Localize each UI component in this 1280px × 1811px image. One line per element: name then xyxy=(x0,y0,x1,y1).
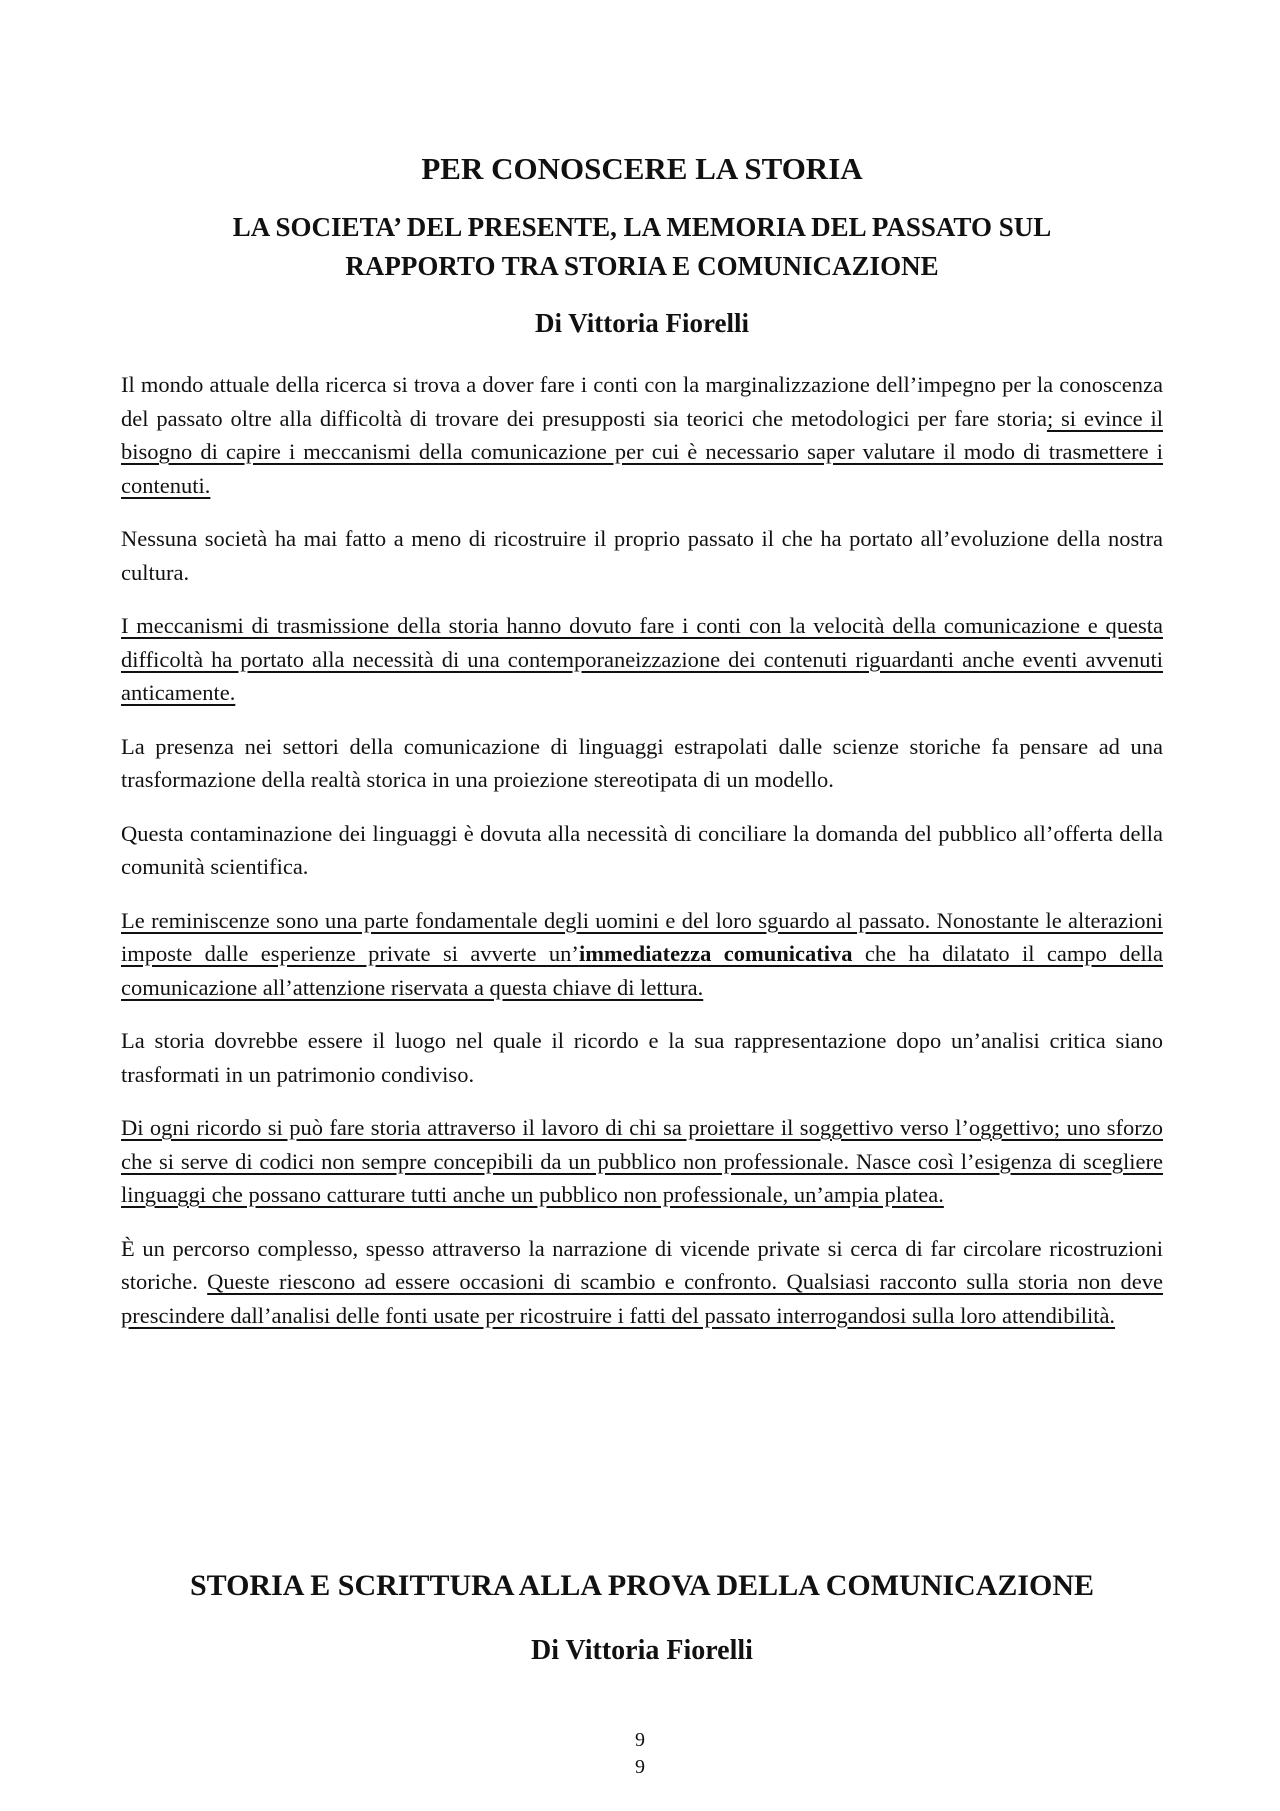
author-line: Di Vittoria Fiorelli xyxy=(535,308,749,338)
page-number-line-2: 9 xyxy=(635,1756,645,1778)
paragraph-8 xyxy=(121,1111,1163,1212)
paragraph-6-bold: immediatezza comunicativa xyxy=(578,941,853,966)
page-number xyxy=(0,1727,1280,1781)
paragraph-6-text-c: che ha dilatato il campo della comunicazione all’attenzione riservata a questa chiave di lettura. xyxy=(121,941,1164,1000)
paragraph-8-underlined: Di ogni ricordo si può fare storia attraverso il lavoro di chi sa proiettare il soggettivo verso l’oggettivo; uno sforzo che si serve di codici non sempre concepibili da un pubblico non professionale. Nasce così l’esigenza di scegliere linguaggi che possano catturare tutti anche un pubblico non professionale, un’ampia platea. xyxy=(121,1115,1163,1207)
paragraph-1-text: Il mondo attuale della ricerca si trova a dover fare i conti con la marginalizzazione dell’impegno per la conoscenza del passato oltre alla difficoltà di trovare dei presupposti sia teorici che metodologici per fare storia xyxy=(121,372,1163,431)
page-number-line-1: 9 xyxy=(635,1729,645,1751)
paragraph-1 xyxy=(121,368,1163,502)
paragraph-7: La storia dovrebbe essere il luogo nel quale il ricordo e la sua rappresentazione dopo un’analisi critica siano trasformati in un patrimonio condiviso. xyxy=(121,1028,1163,1087)
subtitle xyxy=(121,208,1163,286)
paragraph-4: La presenza nei settori della comunicazione di linguaggi estrapolati dalle scienze storiche fa pensare ad una trasformazione della realtà storica in una proiezione stereotipata di un modello. xyxy=(121,733,1163,792)
article-2-heading xyxy=(121,1567,1163,1669)
paragraph-5: Questa contaminazione dei linguaggi è dovuta alla necessità di conciliare la domanda del pubblico all’offerta della comunità scientifica. xyxy=(121,820,1163,879)
page-title: PER CONOSCERE LA STORIA xyxy=(421,151,863,186)
paragraph-1-underlined: ; si evince il bisogno di capire i meccanismi della comunicazione per cui è necessario saper valutare il modo di trasmettere i contenuti. xyxy=(121,405,1163,498)
paragraph-9 xyxy=(121,1232,1163,1333)
paragraph-6-underlined xyxy=(121,908,1163,1000)
paragraph-3 xyxy=(121,609,1163,710)
paragraph-3-underlined: I meccanismi di trasmissione della storia hanno dovuto fare i conti con la velocità della comunicazione e questa difficoltà ha portato alla necessità di una contemporaneizzazione dei contenuti riguardanti anche eventi avvenuti anticamente. xyxy=(121,613,1163,705)
article-1 xyxy=(121,150,1163,1352)
paragraph-2: Nessuna società ha mai fatto a meno di ricostruire il proprio passato il che ha portato all’evoluzione della nostra cultura. xyxy=(121,526,1163,585)
paragraph-9-underlined: Queste riescono ad essere occasioni di scambio e confronto. Qualsiasi racconto sulla storia non deve prescindere dall’analisi delle fonti usate per ricostruire i fatti del passato interrogandosi sulla loro attendibilità. xyxy=(121,1269,1163,1328)
section-2-title: STORIA E SCRITTURA ALLA PROVA DELLA COMUNICAZIONE xyxy=(189,1569,1095,1602)
subtitle-line-2: RAPPORTO TRA STORIA E COMUNICAZIONE xyxy=(345,251,939,281)
subtitle-line-1: LA SOCIETA’ DEL PRESENTE, LA MEMORIA DEL PASSATO SUL xyxy=(232,212,1052,242)
paragraph-9-text: È un percorso complesso, spesso attraverso la narrazione di vicende private si cerca di far circolare ricostruzioni storiche. xyxy=(121,1235,1163,1294)
section-2-author: Di Vittoria Fiorelli xyxy=(531,1635,753,1666)
paragraph-6-text-a: Le reminiscenze sono una parte fondamentale degli uomini e del loro sguardo al passato. Nonostante le alterazioni imposte dalle esperienze private si avverte un’ xyxy=(121,907,1163,966)
paragraph-6 xyxy=(121,904,1163,1005)
